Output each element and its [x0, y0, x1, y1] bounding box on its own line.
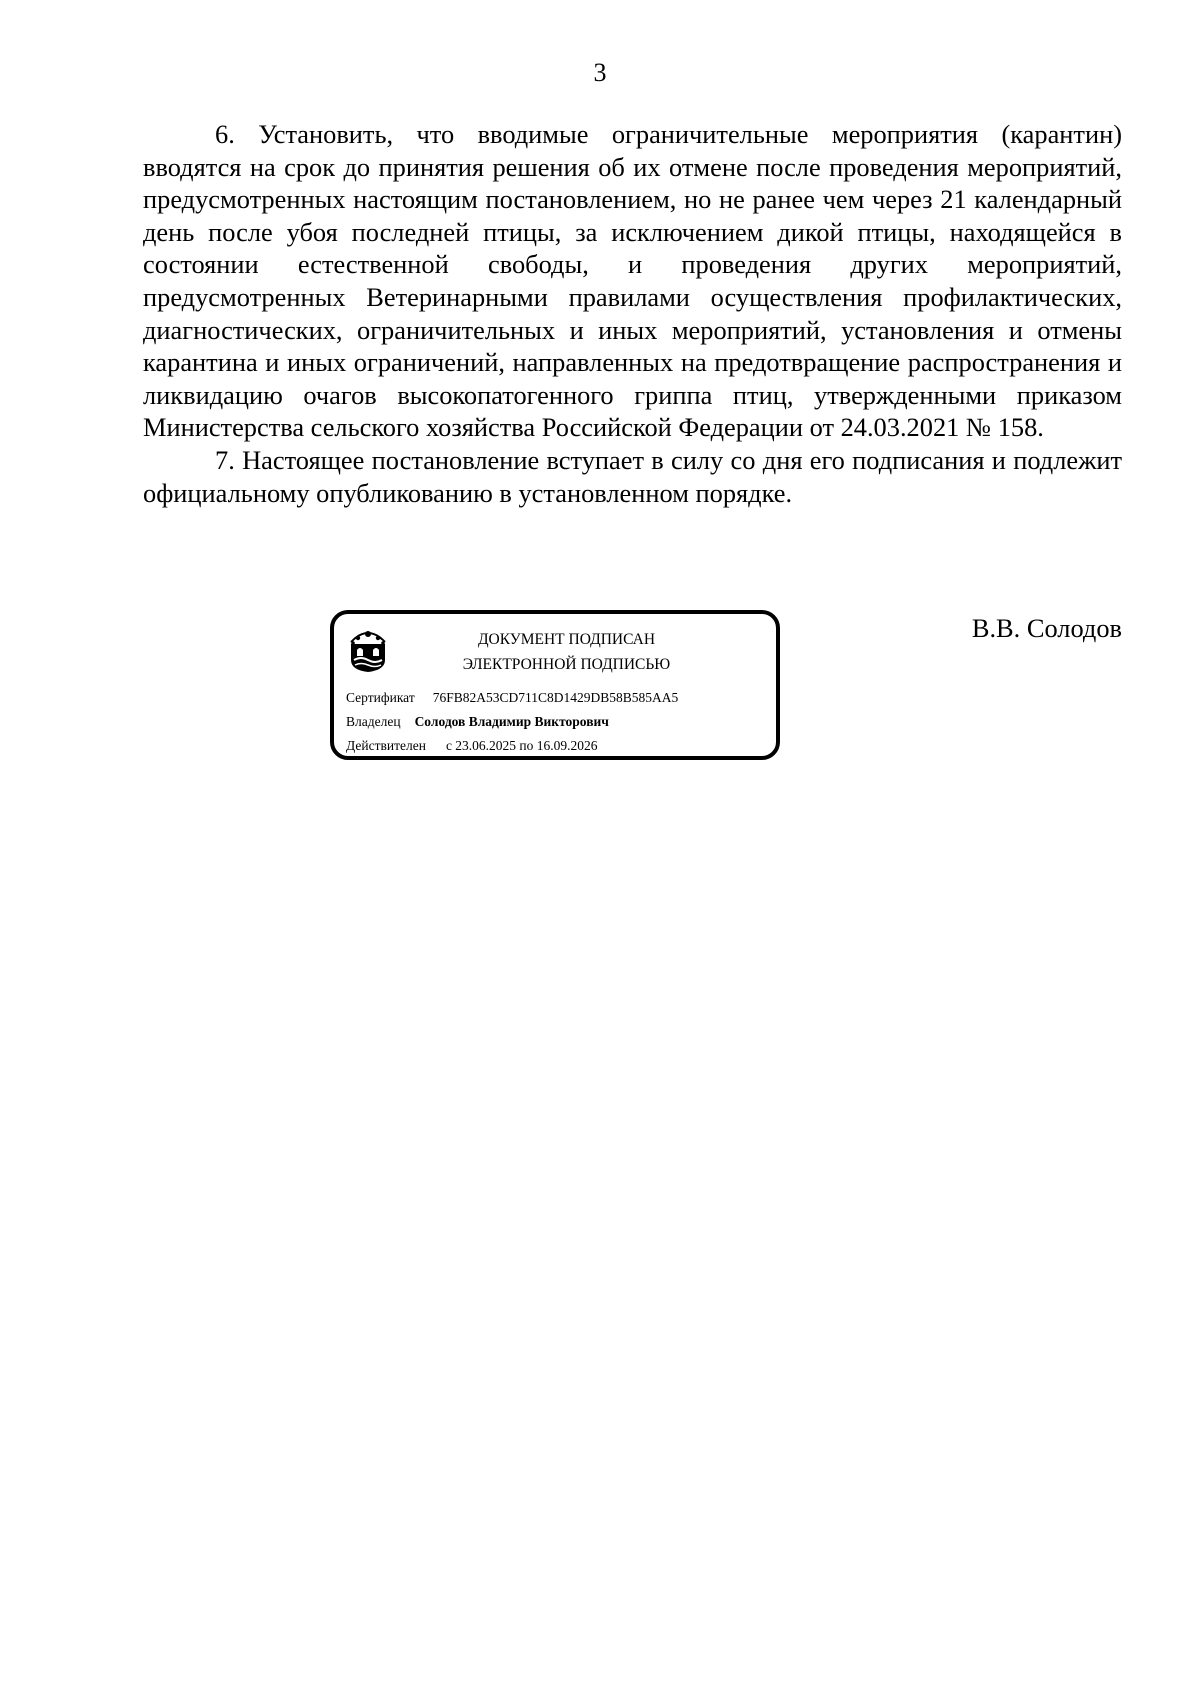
stamp-title: [394, 627, 739, 677]
certificate-value: 76FB82A53CD711C8D1429DB58B585AA5: [432, 690, 679, 705]
validity-row: [346, 738, 598, 754]
electronic-signature-stamp: [330, 610, 780, 760]
validity-label: Действителен: [346, 738, 426, 753]
signer-name: В.В. Солодов: [971, 613, 1122, 643]
validity-value: с 23.06.2025 по 16.09.2026: [445, 738, 598, 753]
certificate-row: [346, 690, 678, 706]
coat-of-arms-icon: [348, 626, 388, 672]
stamp-title-line-1: ДОКУМЕНТ ПОДПИСАН: [477, 631, 656, 648]
stamp-title-line-2: ЭЛЕКТРОННОЙ ПОДПИСЬЮ: [462, 656, 671, 673]
paragraph-6: 6. Установить, что вводимые ограничительные мероприятия (карантин) вводятся на срок до принятия решения об их отмене после проведения мероприятий, предусмотренных настоящим постановлением, но не ранее чем через 21 календарный день после убоя последней птицы, за исключением дикой птицы, находящейся в состоянии естественной свободы, и проведения других мероприятий, предусмотренных Ветеринарными правилами осуществления профилактических, диагностических, ограничительных и иных мероприятий, установления и отмены карантина и иных ограничений, направленных на предотвращение распространения и ликвидацию очагов высокопатогенного гриппа птиц, утвержденными приказом Министерства сельского хозяйства Российской Федерации от 24.03.2021 № 158.: [143, 119, 1122, 443]
paragraph-7: 7. Настоящее постановление вступает в силу со дня его подписания и подлежит официальному опубликованию в установленном порядке.: [143, 444, 1122, 508]
owner-label: Владелец: [346, 714, 401, 729]
page-number: 3: [593, 58, 607, 87]
document-body: [143, 118, 1122, 509]
owner-value: Солодов Владимир Викторович: [414, 714, 609, 729]
owner-row: [346, 714, 609, 730]
certificate-label: Сертификат: [346, 690, 415, 705]
